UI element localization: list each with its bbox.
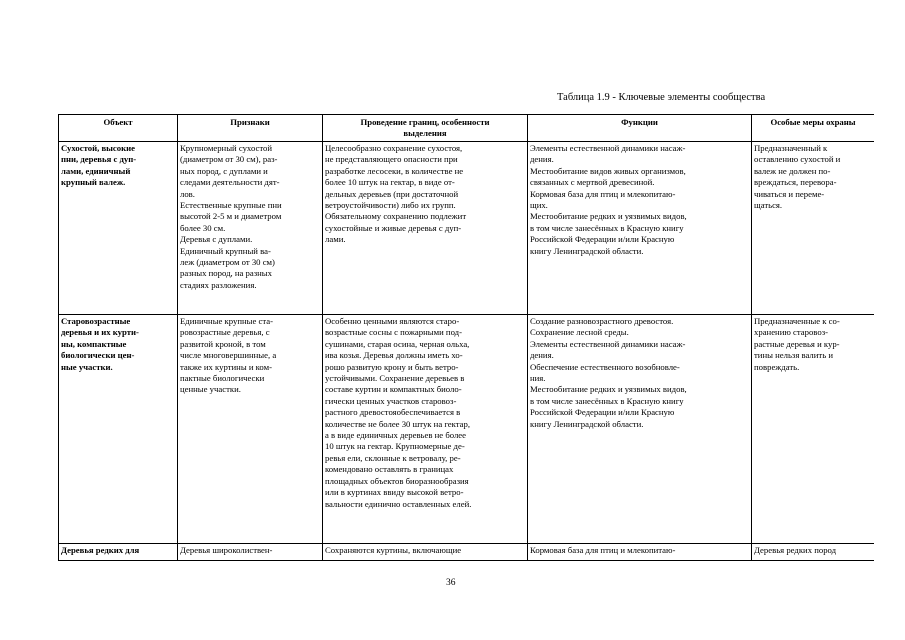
page-number: 36 [446,578,456,588]
cell-line: 10 штук на гектар. Крупномерные де- [325,441,465,452]
cell-line: не представляющего опасности при [325,154,458,165]
cell-line: щаться. [754,200,783,211]
cell-object [59,315,178,544]
cell-line: ных пород, с дуплами и [180,165,268,176]
cell-line: лами. [325,234,346,245]
cell-line: Кормовая база для птиц и млекопитаю- [530,545,676,555]
cell-borders [323,142,528,315]
cell-signs [178,315,323,544]
cell-line: тины нельзя валить и [754,350,833,361]
table-container [58,114,874,564]
cell-line: ны, компактные [61,338,127,349]
cell-line: ветроустойчивости) либо их групп. [325,200,456,211]
cell-borders [323,544,528,561]
cell-line: чиваться и переме- [754,188,825,199]
cell-line: разных пород, на разных [180,268,272,279]
cell-line: Создание разновозрастного древостоя. [530,316,674,326]
cell-line: Предназначенные к со- [754,316,840,326]
cell-measures [752,142,875,315]
cell-line: рошо развитую крону и быть ветро- [325,361,459,372]
cell-functions [528,142,752,315]
cell-line: устойчивыми. Сохранение деревьев в [325,373,465,384]
cell-line: сухостойные и живые деревья с дуп- [325,222,462,233]
cell-line: книгу Ленинградской области. [530,418,644,429]
cell-line: а в виде единичных деревьев не более [325,430,467,441]
cell-line: в том числе занесённых в Красную книгу [530,395,684,406]
cell-line: гически ценных участков старовоз- [325,395,457,406]
cell-line: пактные биологически [180,373,265,384]
table-header-row [59,115,875,142]
cell-line: Старовозрастные [61,316,131,326]
cell-line: комендовано оставлять в границах [325,464,454,475]
cell-line: вреждаться, перевора- [754,177,837,188]
cell-line: Естественные крупные пни [180,200,282,211]
cell-line: количестве не более 30 штук на гектар, [325,418,471,429]
cell-line: Деревья редких для [61,545,140,555]
cell-line: возрастные сосны с пожарными под- [325,327,462,338]
cell-line: Обеспечение естественного возобновле- [530,361,680,372]
key-elements-table [58,114,874,561]
cell-line: ценные участки. [180,384,241,395]
cell-object [59,544,178,561]
cell-line: ива козья. Деревья должны иметь хо- [325,350,463,361]
cell-line: сушинами, старая осина, черная ольха, [325,338,470,349]
cell-line: числе многовершинные, а [180,350,277,361]
cell-line: высотой 2-5 м и диаметром [180,211,282,222]
cell-line: в том числе занесённых в Красную книгу [530,222,684,233]
cell-line: дения. [530,154,554,165]
cell-line: дения. [530,350,554,361]
cell-line: биологически цен- [61,350,135,361]
cell-signs [178,544,323,561]
cell-line: Сухостой, высокие [61,143,135,153]
cell-line: более 10 штук на гектар, в виде от- [325,177,455,188]
cell-line: более 30 см. [180,222,226,233]
header-borders-line: Проведение границ, особенности [360,117,490,127]
cell-line: оставлению сухостой и [754,154,841,165]
header-borders [323,115,528,142]
cell-line: Сохраняются куртины, включающие [325,545,462,555]
cell-line: Деревья с дуплами. [180,234,253,245]
cell-line: леж (диаметром от 30 см) [180,257,275,268]
cell-line: стадиях разложения. [180,279,257,290]
cell-line: пни, деревья с дуп- [61,154,137,165]
cell-line: хранению старовоз- [754,327,829,338]
cell-line: крупный валеж. [61,177,126,188]
cell-line: Крупномерный сухостой [180,143,273,153]
cell-line: дельных деревьев (при достаточной [325,188,459,199]
table-row [59,315,875,544]
cell-line: лами, единичный [61,165,131,176]
cell-line: Предназначенный к [754,143,828,153]
cell-line: площадных объектов биоразнообразия [325,475,469,486]
cell-line: Местообитание редких и уязвимых видов, [530,384,687,395]
cell-line: Деревья редких пород [754,545,837,555]
cell-functions [528,315,752,544]
cell-line: разработке лесосеки, в количестве не [325,165,464,176]
cell-line: растного древостояобеспечивается в [325,407,461,418]
cell-line: Деревья широколиствен- [180,545,273,555]
cell-line: валеж не должен по- [754,165,831,176]
cell-line: Элементы естественной динамики насаж- [530,338,686,349]
cell-line: Российской Федерации и/или Красную [530,407,675,418]
cell-line: ния. [530,373,546,384]
cell-measures [752,544,875,561]
cell-line: Целесообразно сохранение сухостоя, [325,143,463,153]
cell-object [59,142,178,315]
cell-line: повреждать. [754,361,800,372]
header-functions: Функции [528,115,752,142]
cell-line: следами деятельности дят- [180,177,280,188]
table-row [59,544,875,561]
cell-line: ные участки. [61,361,113,372]
cell-line: составе куртин и компактных биоло- [325,384,462,395]
cell-line: лов. [180,188,195,199]
cell-line: ровозрастные деревья, с [180,327,270,338]
header-borders-line: выделения [403,128,447,139]
cell-line: Особенно ценными являются старо- [325,316,460,326]
cell-measures [752,315,875,544]
cell-borders [323,315,528,544]
header-signs: Признаки [178,115,323,142]
table-caption: Таблица 1.9 - Ключевые элементы сообщества [557,92,766,103]
cell-line: книгу Ленинградской области. [530,245,644,256]
cell-line: Единичный крупный ва- [180,245,271,256]
cell-line: вальности единично оставленных елей. [325,498,472,509]
cell-line: Элементы естественной динамики насаж- [530,143,686,153]
cell-line: Кормовая база для птиц и млекопитаю- [530,188,676,199]
cell-line: Российской Федерации и/или Красную [530,234,675,245]
cell-signs [178,142,323,315]
header-object: Объект [59,115,178,142]
cell-line: Обязательному сохранению подлежит [325,211,467,222]
cell-line: (диаметром от 30 см), раз- [180,154,278,165]
cell-line: связанных с мертвой древесиной. [530,177,655,188]
cell-line: Сохранение лесной среды. [530,327,629,338]
cell-line: Местообитание видов живых организмов, [530,165,686,176]
table-row [59,142,875,315]
cell-line: Местообитание редких и уязвимых видов, [530,211,687,222]
cell-functions [528,544,752,561]
cell-line: также их куртины и ком- [180,361,273,372]
cell-line: деревья и их курти- [61,327,139,338]
cell-line: развитой кроной, в том [180,338,266,349]
cell-line: щих. [530,200,548,211]
cell-line: Единичные крупные ста- [180,316,274,326]
cell-line: растные деревья и кур- [754,338,840,349]
header-measures: Особые меры охраны [752,115,875,142]
cell-line: ревья ели, склонные к ветровалу, ре- [325,452,461,463]
cell-line: или в куртинах ввиду высокой ветро- [325,487,464,498]
